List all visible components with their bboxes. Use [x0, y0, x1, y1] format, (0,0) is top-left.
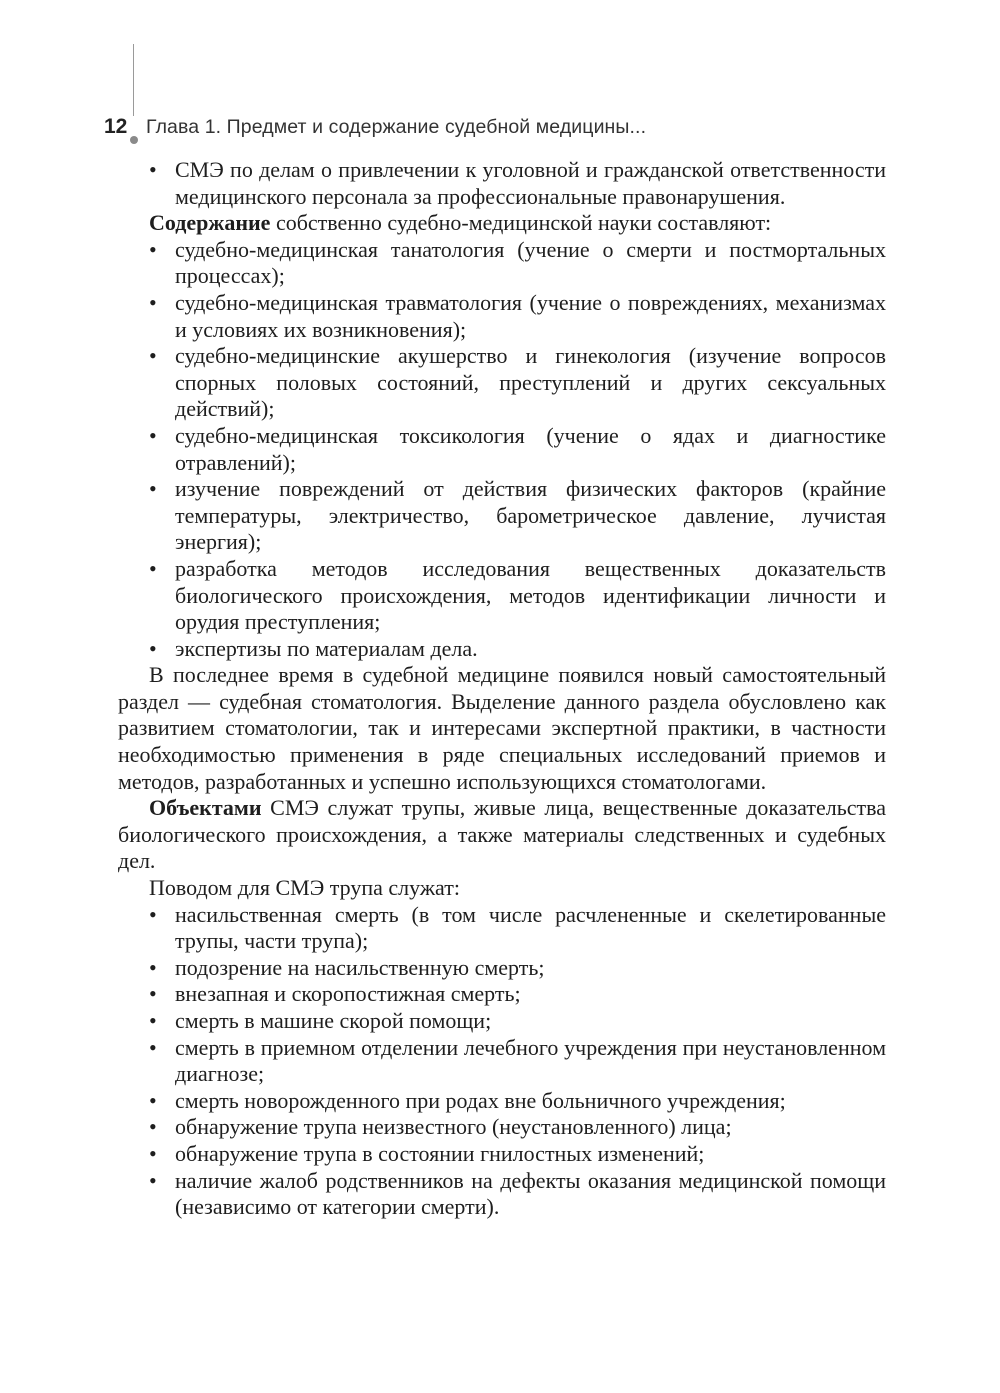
list-item: • изучение повреждений от действия физических факторов (крайние температуры, электричество, барометрическое давление, лучистая энергия);: [118, 476, 886, 556]
page-body: [118, 157, 886, 1221]
list-item: • обнаружение трупа неизвестного (неустановленного) лица;: [118, 1114, 886, 1141]
objects-term: Объектами: [149, 795, 262, 821]
list-item: • смерть новорожденного при родах вне больничного учреждения;: [118, 1088, 886, 1115]
list-item: • СМЭ по делам о привлечении к уголовной и гражданской ответственности медицинского персонала за профессиональные правонарушения.: [118, 157, 886, 210]
list-item: • экспертизы по материалам дела.: [118, 636, 886, 663]
content-paragraph-text: собственно судебно-медицинской науки составляют:: [270, 210, 772, 236]
content-term: Содержание: [149, 210, 271, 236]
list-item: • обнаружение трупа в состоянии гнилостных изменений;: [118, 1141, 886, 1168]
content-paragraph: [118, 210, 886, 237]
stomatology-paragraph: В последнее время в судебной медицине появился новый самостоятельный раздел — судебная стоматология. Выделение данного раздела обусловлено как развитием стоматологии, так и интересами экспертной практики, в частности необходимостью применения в ряде специальных исследований приемов и методов, разработанных и успешно использующихся стоматологами.: [118, 662, 886, 794]
reason-bullet-list: [118, 902, 886, 1221]
list-item: • судебно-медицинская травматология (учение о повреждениях, механизмах и условиях их возникновения);: [118, 290, 886, 343]
top-bullet-list: [118, 157, 886, 210]
reason-paragraph: Поводом для СМЭ трупа служат:: [149, 875, 460, 901]
list-item: • судебно-медицинская танатология (учение о смерти и постмортальных процессах);: [118, 237, 886, 290]
chapter-title: Глава 1. Предмет и содержание судебной медицины...: [146, 115, 647, 138]
list-item: • смерть в приемном отделении лечебного учреждения при неустановленном диагнозе;: [118, 1035, 886, 1088]
list-item: • насильственная смерть (в том числе расчлененные и скелетированные трупы, части трупа);: [118, 902, 886, 955]
list-item: • смерть в машине скорой помощи;: [118, 1008, 886, 1035]
list-item: • наличие жалоб родственников на дефекты оказания медицинской помощи (независимо от категории смерти).: [118, 1168, 886, 1221]
header-vertical-rule: [133, 44, 134, 116]
list-item: • судебно-медицинская токсикология (учение о ядах и диагностике отравлений);: [118, 423, 886, 476]
list-item: • внезапная и скоропостижная смерть;: [118, 981, 886, 1008]
page-number: 12: [104, 115, 128, 138]
objects-paragraph: [118, 795, 886, 875]
list-item: • разработка методов исследования вещественных доказательств биологического происхождения, методов идентификации личности и орудия преступления;: [118, 556, 886, 636]
objects-paragraph-text: СМЭ служат трупы, живые лица, вещественные доказательства биологического происхождения, а также материалы следственных и судебных дел.: [118, 795, 886, 874]
running-head: [104, 112, 646, 142]
list-item: • подозрение на насильственную смерть;: [118, 955, 886, 982]
content-bullet-list: [118, 237, 886, 663]
list-item: • судебно-медицинские акушерство и гинекология (изучение вопросов спорных половых состояний, преступлений и других сексуальных действий);: [118, 343, 886, 423]
